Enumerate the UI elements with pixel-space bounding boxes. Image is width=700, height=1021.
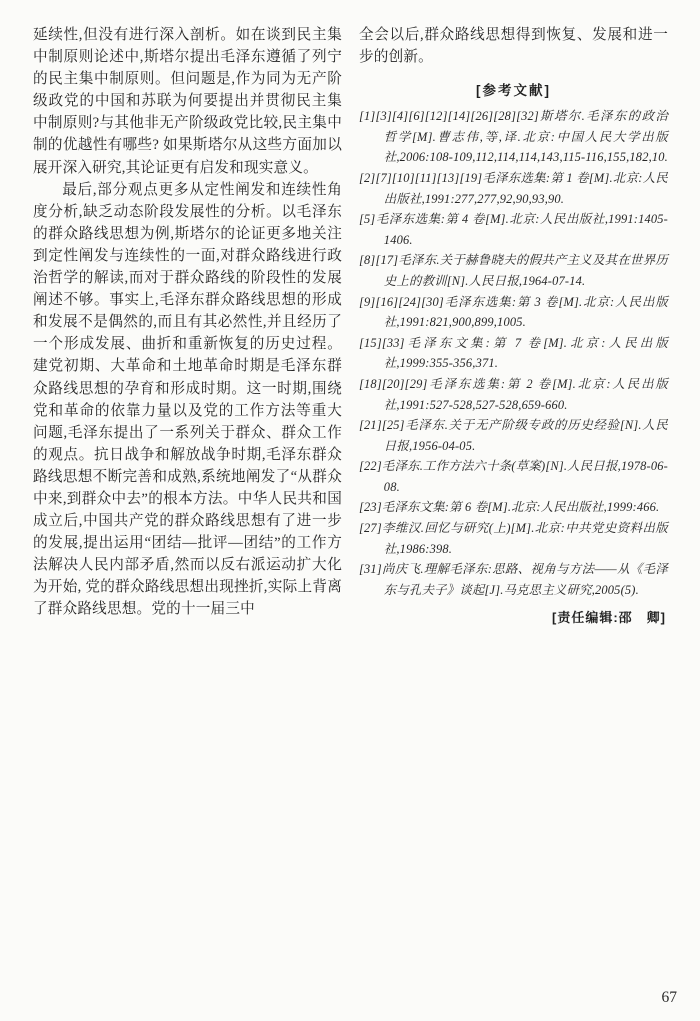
reference-entry: [1][3][4][6][12][14][26][28][32]斯塔尔.毛泽东的政治哲学[M].曹志伟,等,译.北京:中国人民大学出版社,2006:108-109,112,114,114,143,115-116,155,182,10. [359, 109, 668, 165]
body-paragraph-continuation: 全会以后,群众路线思想得到恢复、发展和进一步的创新。 [359, 27, 668, 66]
reference-entry: [2][7][10][11][13][19]毛泽东选集:第 1 卷[M].北京:人民出版社,1991:277,277,92,90,93,90. [359, 170, 668, 206]
page-number: 67 [661, 989, 677, 1006]
left-column [33, 24, 342, 621]
reference-entry: [8][17]毛泽东.关于赫鲁晓夫的假共产主义及其在世界历史上的教训[N].人民日报,1964-07-14. [359, 253, 668, 288]
right-column [359, 24, 668, 626]
reference-entry: [22]毛泽东.工作方法六十条(草案)[N].人民日报,1978-06-08. [359, 459, 668, 494]
references-list [359, 106, 668, 600]
body-paragraph-continuation: 延续性,但没有进行深入剖析。如在谈到民主集中制原则论述中,斯塔尔提出毛泽东遵循了列宁的民主集中制原则。但问题是,作为同为无产阶级政党的中国和苏联为何要提出并贯彻民主集中制原则?与其他非无产阶级政党比较,民主集中制的优越性有哪些? 如果斯塔尔从这些方面加以展开深入研究,其论证更有启发和现实意义。 [33, 27, 342, 176]
reference-entry: [15][33]毛泽东文集:第 7 卷[M].北京:人民出版社,1999:355-356,371. [359, 335, 668, 371]
reference-entry: [9][16][24][30]毛泽东选集:第 3 卷[M].北京:人民出版社,1991:821,900,899,1005. [359, 294, 668, 330]
reference-entry: [21][25]毛泽东.关于无产阶级专政的历史经验[N].人民日报,1956-04-05. [359, 418, 668, 453]
editor-note: [责任编辑:邵 卿] [552, 610, 666, 626]
references-heading: [参考文献] [476, 83, 551, 99]
reference-entry: [23]毛泽东文集:第 6 卷[M].北京:人民出版社,1999:466. [359, 500, 660, 515]
body-paragraph: 最后,部分观点更多从定性阐发和连续性角度分析,缺乏动态阶段发展性的分析。以毛泽东的群众路线思想为例,斯塔尔的论证更多地关注到定性阐发与连续性的一面,对群众路线进行政治哲学的解读,而对于群众路线的阶段性的发展阐述不够。事实上,毛泽东群众路线思想的形成和发展不是偶然的,而且有其必然性,并且经历了一个形成发展、曲折和重新恢复的历史过程。建党初期、大革命和土地革命时期是毛泽东群众路线思想的孕育和形成时期。这一时期,围绕党和革命的依靠力量以及党的工作方法等重大问题,毛泽东提出了一系列关于群众、群众工作的观点。抗日战争和解放战争时期,毛泽东群众路线思想不断完善和成熟,系统地阐发了“从群众中来,到群众中去”的根本方法。中华人民共和国成立后,中国共产党的群众路线思想有了进一步的发展,提出运用“团结—批评—团结”的工作方法解决人民内部矛盾,然而以反右派运动扩大化为开始, 党的群众路线思想出现挫折,实际上背离了群众路线思想。党的十一届三中 [33, 181, 342, 618]
reference-entry: [27]李维汉.回忆与研究(上)[M].北京:中共党史资料出版社,1986:398. [359, 521, 668, 556]
reference-entry: [5]毛泽东选集:第 4 卷[M].北京:人民出版社,1991:1405-1406. [359, 212, 668, 247]
reference-entry: [31]尚庆飞.理解毛泽东:思路、视角与方法——从《毛泽东与孔夫子》谈起[J].马克思主义研究,2005(5). [359, 562, 668, 597]
reference-entry: [18][20][29]毛泽东选集:第 2 卷[M].北京:人民出版社,1991:527-528,527-528,659-660. [359, 376, 668, 412]
